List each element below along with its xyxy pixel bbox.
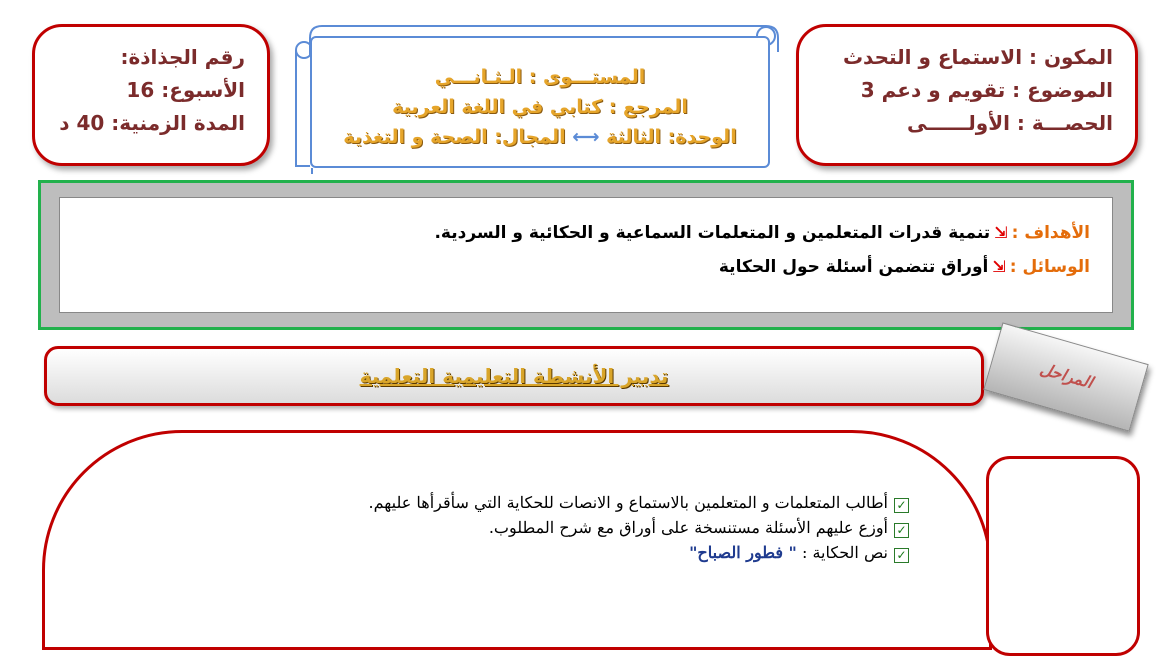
double-arrow-icon: ⟷ <box>572 126 600 148</box>
level-line: المستـــوى : الـثـانـــي <box>434 66 646 88</box>
steps-list <box>369 490 909 565</box>
means-text: أوراق تتضمن أسئلة حول الحكاية <box>718 257 989 277</box>
topic-line: الموضوع : تقويم و دعم 3 <box>860 78 1113 102</box>
step-text: نص الحكاية : <box>801 543 888 562</box>
sheet-number-line: رقم الجذاذة: <box>120 45 245 69</box>
bullet-arrow-icon: ⇲ <box>994 223 1008 242</box>
checkbox-icon: ✓ <box>894 523 909 538</box>
list-item <box>369 540 909 565</box>
activities-title: تدبير الأنشطة التعليمية التعلمية <box>359 364 669 388</box>
means-key: الوسائل : <box>1009 257 1090 277</box>
stages-label: المراحل <box>1037 359 1095 393</box>
domain-label: المجال: الصحة و التغذية <box>343 126 566 148</box>
checkbox-icon: ✓ <box>894 548 909 563</box>
sheet-id-box <box>32 24 270 166</box>
activities-header <box>44 346 984 406</box>
session-line: الحصـــة : الأولــــــى <box>907 111 1113 135</box>
component-info-box <box>796 24 1138 166</box>
checkbox-icon: ✓ <box>894 498 909 513</box>
step-text: أطالب المتعلمات و المتعلمين بالاستماع و الانصات للحكاية التي سأقرأها عليهم. <box>368 493 888 512</box>
scroll-body <box>310 36 770 168</box>
means-row <box>60 250 1090 284</box>
reference-scroll <box>290 16 784 174</box>
unit-line <box>312 122 768 152</box>
objectives-key: الأهداف : <box>1011 223 1090 243</box>
bullet-arrow-icon: ⇲ <box>992 257 1006 276</box>
reference-line: المرجع : كتابي في اللغة العربية <box>392 96 688 118</box>
goals-frame <box>38 180 1134 330</box>
unit-label: الوحدة: الثالثة <box>606 126 737 148</box>
duration-line: المدة الزمنية: 40 د <box>59 111 245 135</box>
list-item <box>369 490 909 515</box>
stages-tag <box>983 322 1148 431</box>
stage-side-box <box>986 456 1140 656</box>
story-name: " فطور الصباح" <box>689 543 797 562</box>
list-item <box>369 515 909 540</box>
objectives-row <box>60 216 1090 250</box>
component-line: المكون : الاستماع و التحدث <box>842 45 1113 69</box>
week-line: الأسبوع: 16 <box>126 78 245 102</box>
step-text: أوزع عليهم الأسئلة مستنسخة على أوراق مع شرح المطلوب. <box>488 518 888 537</box>
goals-panel <box>59 197 1113 313</box>
objectives-text: تنمية قدرات المتعلمين و المتعلمات السماعية و الحكائية و السردية. <box>434 223 991 243</box>
